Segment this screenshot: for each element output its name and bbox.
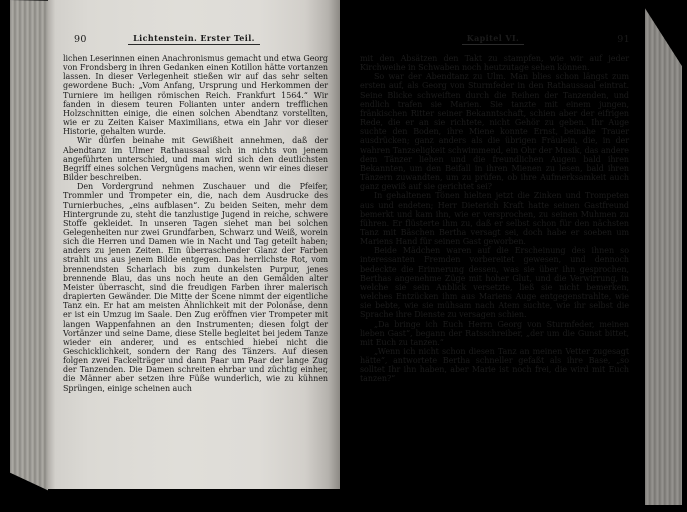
paragraph: In gehaltenen Tönen hielten jetzt die Zinken und Trompeten aus und endeten; Herr Dieterich Kraft hatte seinen Gastfreund bemerkt und kam ihn, wie er versprochen, zu seinen Muhmen zu führen. Er flüsterte ihm zu, daß er selbst schon für den nächsten Tanz mit Bäschen Bertha versagt sei, doch habe er soeben um Mariens Hand für seinen Gast geworben. bbox=[360, 191, 629, 247]
right-page bbox=[340, 0, 646, 493]
paragraph: mit den Absätzen den Takt zu stampfen, wie wir auf jeder Kirchweihe in Schwaben noch heutzutage sehen können. bbox=[360, 54, 629, 73]
left-page-header bbox=[48, 0, 340, 45]
paragraph: Den Vordergrund nehmen Zuschauer und die Pfeifer, Trommler und Trompeter ein, die, nach dem Ausdrucke des Turnierbuches, „eins aufblasen“. Zu beiden Seiten, mehr dem Hintergrunde zu, steht die tanzlustige Jugend in reiche, schwere Stoffe gekleidet. In unseren Tagen siehet man bei solchen Gelegenheiten nur zwei Grundfarben, Schwarz und Weiß, worein sich die Herren und Damen wie in Nacht und Tag geteilt haben; anders zu jenen Zeiten. Ein überraschender Glanz der Farben strahlt uns aus jenem Bilde entgegen. Das herrlichste Rot, vom brennendsten Scharlach bis zum dunkelsten Purpur, jenes brennende Blau, das uns noch heute an den Gemälden alter Meister überrascht, sind die freudigen Farben ihrer malerisch drapierten Gewänder. Die Mitte der Scene nimmt der eigentliche Tanz ein. Er hat am meisten Ähnlichkeit mit der Polonäse, denn er ist ein Umzug im Saale. Den Zug eröffnen vier Trompeter mit langen Wappenfahnen an den Instrumenten; diesen folgt der Vortänzer und seine Dame, diese Stelle begleitet bei jedem Tanze wieder ein anderer, und es entschied hiebei nicht die Geschicklichkeit, sondern der Rang des Tänzers. Auf diesen folgen zwei Fackelträger und dann Paar um Paar der lange Zug der Tanzenden. Die Damen schreiten ehrbar und züchtig einher, die Männer aber setzen ihre Füße wunderlich, wie zu kühnen Sprüngen, einige scheinen auch bbox=[63, 182, 328, 393]
paragraph: „Da bringe ich Euch Herrn Georg von Sturmfeder, meinen lieben Gast“, begann der Ratsschreiber, „der um die Gunst bittet, mit Euch zu tanzen.“ bbox=[360, 319, 629, 347]
left-page-stack-edge bbox=[10, 0, 48, 502]
paragraph: lichen Leserinnen einen Anachronismus gemacht und etwa Georg von Frondsberg in ihren Gedanken einen Kotillon hätte vortanzen lassen. In dieser Verlegenheit stießen wir auf das sehr selten gewordene Buch: „Vom Anfang, Ursprung und Herkommen der Turniere im heiligen römischen Reich. Frankfurt 1564.“ Wir fanden in diesem teuren Folianten unter andern trefflichen Holzschnitten einige, die einen solchen Abendtanz vorstellten, wie er zu Zeiten Kaiser Maximilians, etwa ein Jahr vor dieser Historie, gehalten wurde. bbox=[63, 54, 328, 137]
right-page-number: 91 bbox=[617, 34, 630, 45]
left-text-block bbox=[63, 54, 328, 393]
left-page bbox=[48, 0, 340, 489]
left-running-title-cell bbox=[90, 33, 298, 45]
right-running-title: Kapitel VI. bbox=[462, 33, 525, 45]
paragraph: „Wenn ich nicht schon diesen Tanz an meinen Vetter zugesagt hätte“, antwortete Bertha schneller gefaßt als ihre Base, „so solltet Ihr ihn haben, aber Marie ist noch frei, die wird mit Euch tanzen?“ bbox=[360, 347, 629, 384]
left-running-title: Lichtenstein. Erster Teil. bbox=[128, 33, 260, 45]
right-running-title-cell bbox=[382, 33, 604, 45]
paragraph: Beide Mädchen waren auf die Erscheinung des ihnen so interessanten Fremden vorbereitet gewesen, und dennoch bedeckte die Erinnerung dessen, was sie über ihn gesprochen, Berthas angenehme Züge mit hoher Glut, und die Verwirrung, in welche sie sein Anblick versetzte, ließ sie nicht bemerken, welches Entzücken ihm aus Mariens Auge entgegenstrahlte, wie sie bebte, wie sie mühsam nach Atem suchte, wie ihr selbst die Sprache ihre Dienste zu versagen schien. bbox=[360, 246, 629, 320]
left-page-number: 90 bbox=[74, 34, 87, 45]
paragraph: So war der Abendtanz zu Ulm. Man blies schon längst zum ersten auf, als Georg von Sturmfeder in den Rathaussaal eintrat. Seine Blicke schweiften durch die Reihen der Tanzenden, und endlich trafen sie Marien. Sie tanzte mit einem jungen, fränkischen Ritter seiner Bekanntschaft, schien aber der eifrigen Rede, die er an sie richtete, nicht Gehör zu geben. Ihr Auge suchte den Boden, ihre Miene konnte Ernst, beinahe Trauer ausdrücken; ganz anders als die übrigen Fräulein, die, in der wahren Tanzseligkeit schwimmend, ein Ohr der Musik, das andere dem Tänzer liehen und die freundlichen Augen bald ihren Bekannten, um den Beifall in ihren Mienen zu lesen, bald ihren Tänzern zuwandten, um zu prüfen, ob ihre Aufmerksamkeit auch ganz gewiß auf sie gerichtet sei? bbox=[360, 72, 629, 192]
right-text-block bbox=[360, 54, 629, 384]
right-page-header bbox=[340, 0, 646, 45]
paragraph: Wir dürfen beinahe mit Gewißheit annehmen, daß der Abendtanz im Ulmer Rathaussaal sich in nichts von jenem angeführten unterschied, und man wird sich den deutlichsten Begriff eines solchen Vergnügens machen, wenn wir eines dieser Bilder beschreiben. bbox=[63, 136, 328, 183]
right-page-stack-edge bbox=[645, 4, 682, 505]
